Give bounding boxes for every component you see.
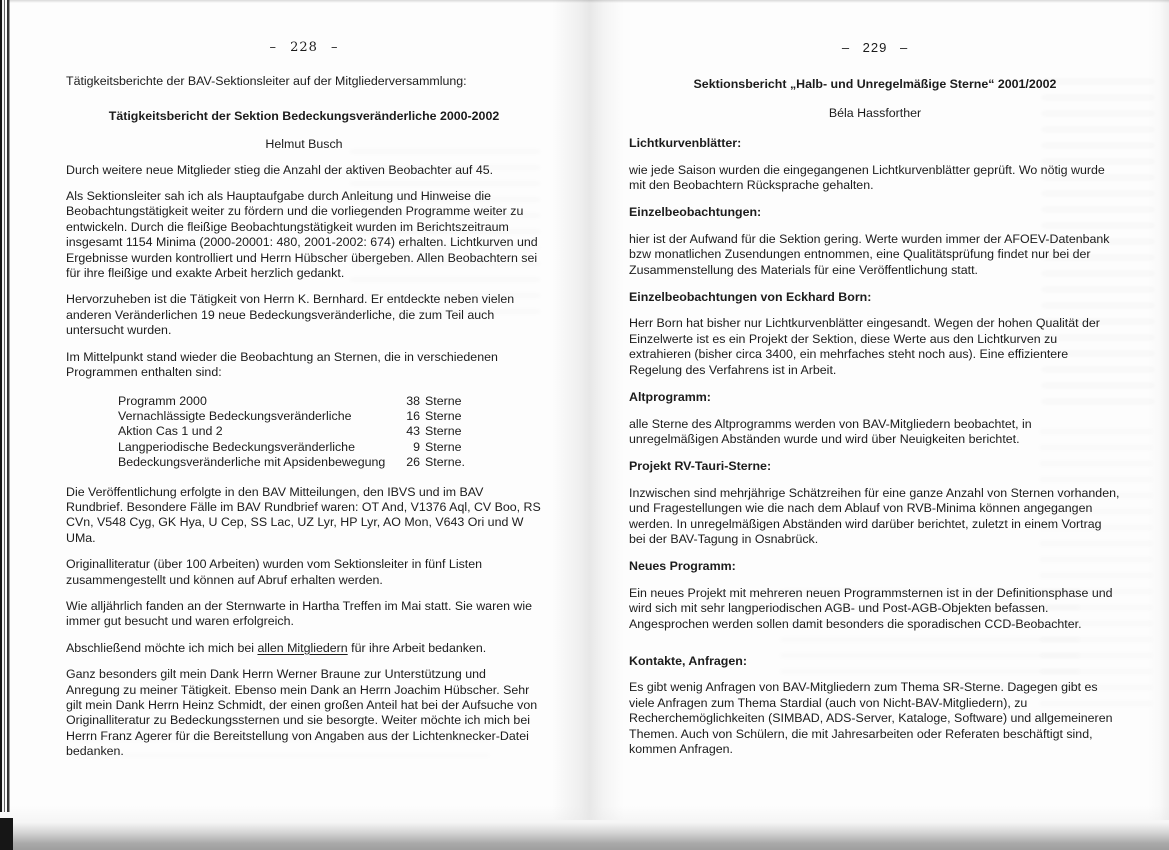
program-label: Programm 2000 bbox=[118, 393, 207, 408]
paragraph: Im Mittelpunkt stand wieder die Beobachtung an Sternen, die in verschiedenen Programmen enthalten sind: bbox=[66, 349, 498, 380]
program-label: Langperiodische Bedeckungsveränderliche bbox=[118, 439, 355, 454]
page-number: – 228 – bbox=[269, 40, 339, 55]
section-body: hier ist der Aufwand für die Sektion gering. Werte wurden immer der AFOEV-Datenbank bzw monatlichen Zusendungen entnommen, eine Qualitätsprüfung findet nur bei der Zusammenstellung des Materials für eine Veröffentlichung statt. bbox=[629, 231, 1110, 277]
star-count: 16 bbox=[406, 408, 420, 423]
paragraph-thanks bbox=[66, 641, 542, 656]
paragraph: Ganz besonders gilt mein Dank Herrn Werner Braune zur Unterstützung und Anregung zu meiner Tätigkeit. Ebenso mein Dank an Herrn Joachim Hübscher. Sehr gilt mein Dank Herrn Heinz Schmidt, der einen großen Anteil hat bei der Aufsuche von Originalliteratur zu Bedeckungssternen und sie besorgte. Weiter möchte ich mich bei Herrn Franz Agerer für die Bereitstellung von Angaben aus der Lichtenknecker-Datei bedanken. bbox=[66, 667, 538, 759]
section-body: Es gibt wenig Anfragen von BAV-Mitgliedern zum Thema SR-Sterne. Dagegen gibt es viele Anfragen zum Thema Stardial (auch von Nicht-BAV-Mitgliedern), zu Recherchemöglichkeiten (SIMBAD, ADS-Server, Kataloge, Software) und allgemeineren Themen. Auch von Schülern, die mit Jahresarbeiten oder Referaten beschäftigt sind, kommen Anfragen. bbox=[629, 680, 1113, 756]
page-number: – 229 – bbox=[841, 40, 909, 55]
section-heading: Projekt RV-Tauri-Sterne: bbox=[629, 459, 772, 474]
section-neues-programm bbox=[629, 559, 1121, 632]
section-heading: Lichtkurvenblätter: bbox=[629, 136, 742, 151]
report-title: Tätigkeitsbericht der Sektion Bedeckungsveränderliche 2000-2002 bbox=[108, 108, 500, 123]
section-body: Ein neues Projekt mit mehreren neuen Programmsternen ist in der Definitionsphase und wird sich mit sehr langperiodischen AGB- und Post-AGB-Objekten befassen. Angesprochen werden sollen damit besonders die sporadischen CCD-Beobachter. bbox=[629, 585, 1113, 631]
section-body: wie jede Saison wurden die eingegangenen Lichtkurvenblätter geprüft. Wo nötig wurde mit den Beobachtern Rücksprache gehalten. bbox=[629, 162, 1105, 193]
star-unit: Sterne. bbox=[425, 455, 465, 470]
book-spine-edge bbox=[0, 0, 10, 812]
paragraph: Originalliteratur (über 100 Arbeiten) wurden vom Sektionsleiter in fünf Listen zusammengestellt und können auf Abruf erhalten werden. bbox=[66, 557, 482, 587]
page-right-edge-shadow bbox=[1147, 0, 1169, 820]
paragraph: Durch weitere neue Mitglieder stieg die Anzahl der aktiven Beobachter auf 45. bbox=[66, 162, 494, 177]
thanks-post: für ihre Arbeit bedanken. bbox=[347, 640, 487, 655]
star-unit: Sterne bbox=[425, 408, 462, 423]
section-body: Inzwischen sind mehrjährige Schätzreihen für eine ganze Anzahl von Sternen vorhanden, und Fragestellungen wie die nach dem Ablauf von RVB-Minima können angegangen werden. In unregelmäßigen Abständen wird darüber berichtet, zuletzt in einem Vortrag bei der BAV-Tagung in Osnabrück. bbox=[629, 485, 1120, 546]
scanner-bottom-shadow bbox=[0, 806, 1169, 850]
star-unit: Sterne bbox=[425, 424, 462, 439]
section-altprogramm bbox=[629, 390, 1121, 447]
program-label: Bedeckungsveränderliche mit Apsidenbewegung bbox=[118, 455, 386, 470]
paragraph: Wie alljährlich fanden an der Sternwarte in Hartha Treffen im Mai statt. Sie waren wie immer gut besucht und waren erfolgreich. bbox=[66, 598, 533, 629]
section-projekt-rv-tauri bbox=[629, 459, 1121, 547]
intro-line: Tätigkeitsberichte der BAV-Sektionsleiter auf der Mitgliederversammlung: bbox=[66, 74, 467, 89]
star-count: 26 bbox=[406, 455, 420, 470]
star-unit: Sterne bbox=[425, 439, 462, 454]
report-title: Sektionsbericht „Halb- und Unregelmäßige Sterne“ 2001/2002 bbox=[693, 77, 1057, 92]
scan-corner-mark bbox=[0, 818, 13, 850]
table-row bbox=[118, 455, 542, 470]
star-count: 9 bbox=[413, 439, 420, 454]
section-heading: Einzelbeobachtungen: bbox=[629, 205, 762, 220]
book-gutter-shadow bbox=[552, 0, 624, 820]
program-label: Aktion Cas 1 und 2 bbox=[118, 424, 223, 439]
star-count: 38 bbox=[406, 393, 420, 408]
section-body: Herr Born hat bisher nur Lichtkurvenblätter eingesandt. Wegen der hohen Qualität der Einzelwerte ist es ein Projekt der Sektion, diese Werte aus den Lichtkurven zu extrahieren (bisher circa 3400, ein mehrfaches steht noch aus). Eine effizientere Regelung des Verfahrens ist in Arbeit. bbox=[629, 316, 1100, 377]
thanks-pre: Abschließend möchte ich mich bei bbox=[66, 640, 258, 655]
page-229 bbox=[629, 40, 1121, 769]
section-einzelbeobachtungen-born bbox=[629, 290, 1121, 378]
star-count: 43 bbox=[406, 424, 420, 439]
page-228 bbox=[66, 40, 542, 760]
section-heading: Kontakte, Anfragen: bbox=[629, 653, 747, 668]
section-heading: Einzelbeobachtungen von Eckhard Born: bbox=[629, 290, 872, 305]
paragraph: Hervorzuheben ist die Tätigkeit von Herrn K. Bernhard. Er entdeckte neben vielen anderen Veränderlichen 19 neue Bedeckungsveränderliche, die zum Teil auch untersucht wurden. bbox=[66, 292, 515, 338]
table-row bbox=[118, 424, 542, 439]
table-row bbox=[118, 409, 542, 424]
section-lichtkurvenblaetter bbox=[629, 136, 1121, 193]
section-einzelbeobachtungen bbox=[629, 205, 1121, 278]
paragraph: Als Sektionsleiter sah ich als Hauptaufgabe durch Anleitung und Hinweise die Beobachtungstätigkeit weiter zu fördern und die vorliegenden Programme weiter zu entwickeln. Durch die fleißige Beobachtungstätigkeit wurden im Berichtszeitraum insgesamt 1154 Minima (2000-20001: 480, 2001-2002: 674) erhalten. Lichtkurven und Ergebnisse wurden kontrolliert und Herrn Hübscher übergeben. Allen Beobachtern sei für ihre fleißige und exakte Arbeit herzlich gedankt. bbox=[66, 189, 538, 281]
table-row bbox=[118, 394, 542, 409]
section-kontakte-anfragen bbox=[629, 654, 1121, 757]
paragraph: Die Veröffentlichung erfolgte in den BAV Mitteilungen, den IBVS und im BAV Rundbrief. Besondere Fälle im BAV Rundbrief waren: OT And, V1376 Aql, CV Boo, RS CVn, V548 Cyg, GK Hya, U Cep, SS Lac, UZ Lyr, HP Lyr, AO Mon, V643 Ori und W UMa. bbox=[66, 484, 541, 545]
section-body: alle Sterne des Altprogramms werden von BAV-Mitgliedern beobachtet, in unregelmäßigen Abständen wurde und wird über Neuigkeiten berichtet. bbox=[629, 416, 1032, 446]
report-author: Helmut Busch bbox=[265, 137, 343, 152]
section-heading: Neues Programm: bbox=[629, 559, 736, 574]
section-heading: Altprogramm: bbox=[629, 390, 711, 405]
table-row bbox=[118, 440, 542, 455]
report-author: Béla Hassforther bbox=[828, 105, 922, 120]
program-star-table bbox=[118, 394, 542, 471]
thanks-underlined-phrase: allen Mitgliedern bbox=[257, 640, 348, 655]
star-unit: Sterne bbox=[425, 393, 462, 408]
program-label: Vernachlässigte Bedeckungsveränderliche bbox=[118, 408, 352, 423]
